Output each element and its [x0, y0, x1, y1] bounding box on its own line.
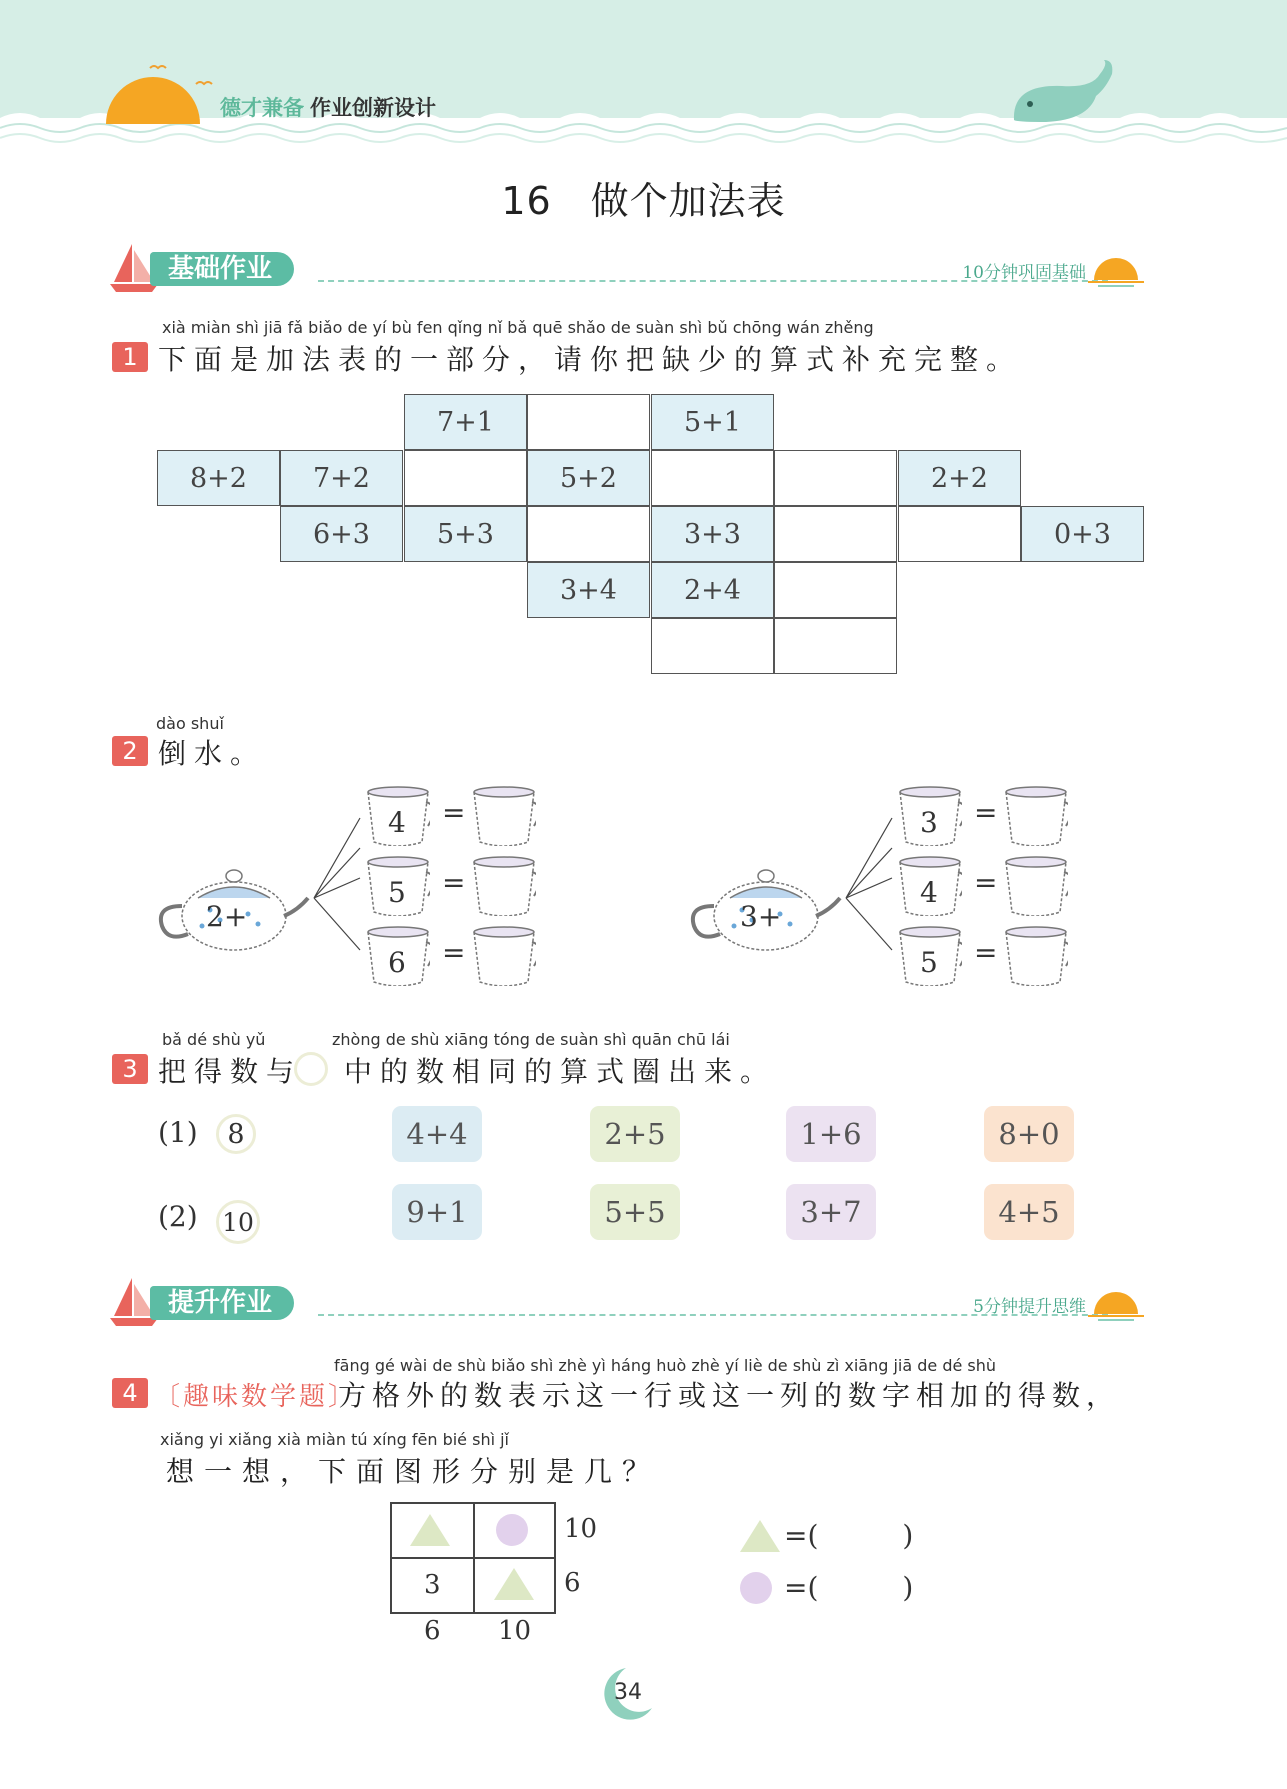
equals-sign: = [442, 936, 466, 969]
table-cell: 3+3 [651, 506, 774, 562]
q1-pinyin: xià miàn shì jiā fǎ biǎo de yí bù fen qǐng nǐ bǎ quē shǎo de suàn shì bǔ chōng wán zhěng [162, 318, 874, 337]
q4-question-text-2: 想一想，下面图形分别是几？ [166, 1455, 661, 1488]
header-banner [0, 0, 1287, 150]
section-label-basic: 基础作业 [150, 252, 294, 286]
q3-number-badge: 3 [112, 1054, 148, 1084]
option-pill[interactable]: 4+4 [392, 1106, 482, 1162]
table-cell: 7+1 [404, 394, 527, 450]
answer-cup-icon[interactable] [470, 786, 536, 846]
answer-cup-icon[interactable] [1002, 926, 1068, 986]
table-cell-blank[interactable] [774, 506, 897, 562]
brand-dark-text: 作业创新设计 [310, 96, 436, 120]
cup-number: 4 [388, 806, 406, 839]
table-cell: 6+3 [280, 506, 403, 562]
branch-lines-right [842, 810, 902, 960]
cup-number: 3 [920, 806, 938, 839]
q1-number-badge: 1 [112, 342, 148, 372]
brand-green-text: 德才兼备 [220, 96, 304, 120]
circle-answer-blank[interactable]: =( ) [784, 1571, 914, 1604]
circle-icon [496, 1514, 528, 1546]
target-number-circle: 10 [216, 1200, 260, 1244]
page-number: 34 [614, 1680, 642, 1705]
equals-sign: = [974, 936, 998, 969]
table-cell-blank[interactable] [651, 618, 774, 674]
table-cell: 2+2 [898, 450, 1021, 506]
triangle-icon [738, 1518, 782, 1554]
section-subtitle-basic: 10分钟巩固基础 [962, 263, 1086, 283]
target-number-circle: 8 [216, 1114, 256, 1154]
q3-pinyin-a: bǎ dé shù yǔ [162, 1030, 266, 1049]
equals-sign: = [974, 796, 998, 829]
table-cell: 7+2 [280, 450, 403, 506]
row-sum-2: 6 [564, 1568, 581, 1598]
q4-pinyin-line2: xiǎng yi xiǎng xià miàn tú xíng fēn bié shì jǐ [160, 1430, 509, 1449]
table-cell: 5+1 [651, 394, 774, 450]
q4-pinyin-line1: fāng gé wài de shù biǎo shì zhè yì háng huò zhè yí liè de shù zì xiāng jiā de dé shù [334, 1356, 997, 1375]
equals-sign: = [974, 866, 998, 899]
table-cell: 2+4 [651, 562, 774, 618]
section-label-advanced: 提升作业 [150, 1286, 294, 1320]
sunset-icon [1088, 254, 1144, 288]
equals-sign: = [442, 866, 466, 899]
cup-number: 4 [920, 876, 938, 909]
table-cell-blank[interactable] [898, 506, 1021, 562]
header-wave-background [0, 0, 1287, 150]
section-header-basic [108, 248, 1148, 296]
equals-sign: = [442, 796, 466, 829]
cup-number: 6 [388, 946, 406, 979]
q3-row-label: (1) [158, 1116, 198, 1149]
teapot-left-label: 2+ [206, 900, 248, 933]
col-sum-1: 6 [424, 1616, 441, 1646]
table-cell-blank[interactable] [774, 450, 897, 506]
teapot-right-label: 3+ [740, 900, 782, 933]
section-subtitle-advanced: 5分钟提升思维 [973, 1297, 1086, 1317]
table-cell-blank[interactable] [527, 394, 650, 450]
answer-cup-icon[interactable] [1002, 856, 1068, 916]
q3-row-label: (2) [158, 1200, 198, 1233]
sunset-icon [1088, 1288, 1144, 1322]
triangle-answer-blank[interactable]: =( ) [784, 1519, 914, 1552]
table-cell: 8+2 [157, 450, 280, 506]
table-cell-blank[interactable] [774, 562, 897, 618]
table-cell: 5+2 [527, 450, 650, 506]
option-pill[interactable]: 1+6 [786, 1106, 876, 1162]
option-pill[interactable]: 8+0 [984, 1106, 1074, 1162]
q1-question-text: 下面是加法表的一部分，请你把缺少的算式补充完整。 [158, 343, 1023, 376]
branch-lines-left [310, 810, 370, 960]
table-cell: 0+3 [1021, 506, 1144, 562]
triangle-icon [492, 1566, 536, 1602]
option-pill[interactable]: 4+5 [984, 1184, 1074, 1240]
circle-symbol [294, 1052, 328, 1086]
brand-text [220, 92, 436, 122]
lesson-title: 16 做个加法表 [501, 179, 786, 223]
table-cell-blank[interactable] [404, 450, 527, 506]
option-pill[interactable]: 5+5 [590, 1184, 680, 1240]
q3-question-text-b: 中的数相同的算式圈出来。 [344, 1055, 777, 1088]
option-pill[interactable]: 2+5 [590, 1106, 680, 1162]
circle-icon [740, 1572, 772, 1604]
table-cell-blank[interactable] [527, 506, 650, 562]
q4-number-badge: 4 [112, 1378, 148, 1408]
q2-question-text: 倒水。 [158, 737, 267, 770]
section-header-advanced [108, 1282, 1148, 1330]
answer-cup-icon[interactable] [1002, 786, 1068, 846]
cup-number: 5 [388, 876, 406, 909]
q4-question-text-1: 方格外的数表示这一行或这一列的数字相加的得数， [338, 1379, 1121, 1412]
grid-cell-number: 3 [424, 1570, 441, 1600]
answer-cup-icon[interactable] [470, 856, 536, 916]
q4-fun-tag: 〔趣味数学题〕 [154, 1382, 358, 1412]
triangle-icon [408, 1512, 452, 1548]
col-sum-2: 10 [498, 1616, 532, 1646]
q2-pinyin: dào shuǐ [156, 714, 224, 733]
answer-cup-icon[interactable] [470, 926, 536, 986]
q3-question-text-a: 把得数与 [158, 1055, 303, 1088]
row-sum-1: 10 [564, 1514, 598, 1544]
table-cell-blank[interactable] [651, 450, 774, 506]
table-cell: 3+4 [527, 562, 650, 618]
option-pill[interactable]: 3+7 [786, 1184, 876, 1240]
q3-pinyin-b: zhòng de shù xiāng tóng de suàn shì quān chū lái [332, 1030, 730, 1049]
cup-number: 5 [920, 946, 938, 979]
q2-number-badge: 2 [112, 736, 148, 766]
option-pill[interactable]: 9+1 [392, 1184, 482, 1240]
table-cell: 5+3 [404, 506, 527, 562]
table-cell-blank[interactable] [774, 618, 897, 674]
